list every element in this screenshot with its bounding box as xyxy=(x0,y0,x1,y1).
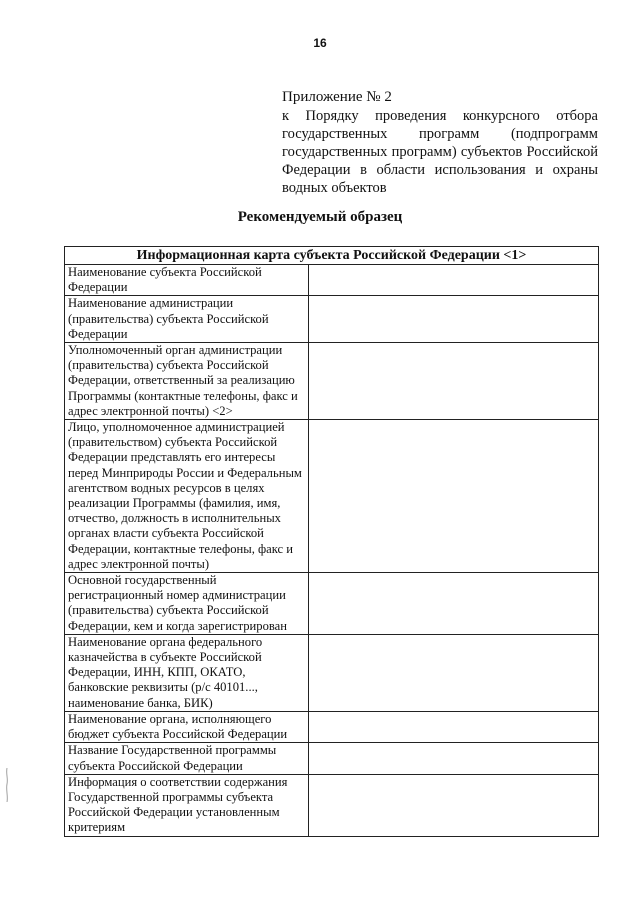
table-title-row xyxy=(65,247,599,265)
row-value xyxy=(309,296,599,343)
appendix-title: Приложение № 2 xyxy=(282,89,392,105)
row-label: Основной государственный регистрационный номер администрации (правительства) субъекта Российской Федерации, кем и когда зарегистрирован xyxy=(65,573,309,635)
document-heading: Рекомендуемый образец xyxy=(237,209,403,225)
row-value xyxy=(309,743,599,774)
page-number: 16 xyxy=(313,36,327,50)
table-row xyxy=(65,420,599,573)
table-row xyxy=(65,343,599,420)
row-label: Наименование субъекта Российской Федерации xyxy=(65,265,309,296)
row-label: Наименование администрации (правительства) субъекта Российской Федерации xyxy=(65,296,309,343)
row-label: Информация о соответствии содержания Государственной программы субъекта Российской Федерации установленным критериям xyxy=(65,774,309,836)
row-value xyxy=(309,343,599,420)
table-row xyxy=(65,743,599,774)
table-row xyxy=(65,573,599,635)
row-value xyxy=(309,420,599,573)
row-value xyxy=(309,634,599,711)
row-label: Название Государственной программы субъекта Российской Федерации xyxy=(65,743,309,774)
row-label: Наименование органа, исполняющего бюджет субъекта Российской Федерации xyxy=(65,711,309,742)
row-value xyxy=(309,265,599,296)
row-value xyxy=(309,711,599,742)
table-title: Информационная карта субъекта Российской Федерации <1> xyxy=(65,247,599,265)
table-row xyxy=(65,265,599,296)
row-value xyxy=(309,573,599,635)
table-row xyxy=(65,634,599,711)
table-row xyxy=(65,296,599,343)
row-label: Лицо, уполномоченное администрацией (правительством) субъекта Российской Федерации представлять его интересы перед Минприроды России и Федеральным агентством водных ресурсов в целях реализации Программы (фамилия, имя, отчество, должность в исполнительных органах власти субъекта Российской Федерации, контактные телефоны, факс и адрес электронной почты) xyxy=(65,420,309,573)
margin-mark xyxy=(4,768,10,802)
information-card-table xyxy=(64,246,599,837)
row-value xyxy=(309,774,599,836)
table-row xyxy=(65,774,599,836)
table-row xyxy=(65,711,599,742)
row-label: Наименование органа федерального казначейства в субъекте Российской Федерации, ИНН, КПП, ОКАТО, банковские реквизиты (р/с 40101..., наименование банка, БИК) xyxy=(65,634,309,711)
appendix-text: к Порядку проведения конкурсного отбора государственных программ (подпрограмм государственных программ) субъектов Российской Федерации в области использования и охраны водных объектов xyxy=(282,108,598,196)
appendix-block xyxy=(282,88,598,197)
row-label: Уполномоченный орган администрации (правительства) субъекта Российской Федерации, ответственный за реализацию Программы (контактные телефоны, факс и адрес электронной почты) <2> xyxy=(65,343,309,420)
